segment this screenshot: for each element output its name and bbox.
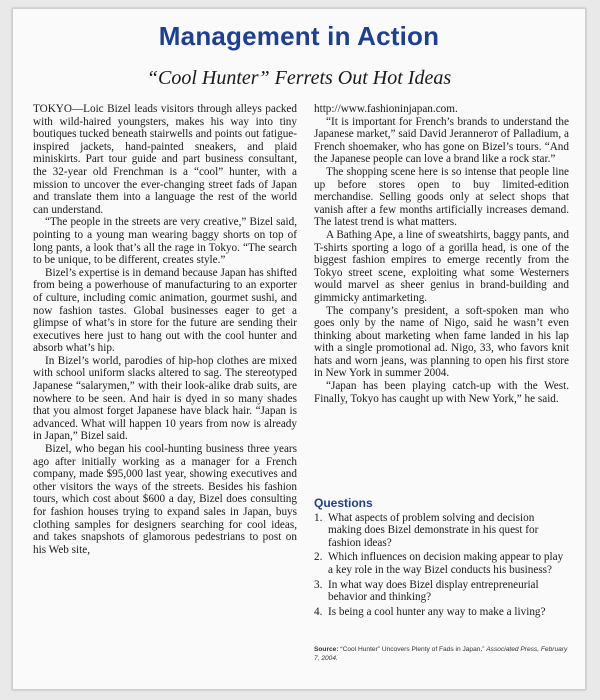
question-number: 3. [314, 578, 323, 591]
paragraph: “Japan has been playing catch-up with the West. Finally, Tokyo has caught up with New York,” he said. [314, 380, 569, 405]
paragraph: Bizel’s expertise is in demand because Japan has shifted from being a powerhouse of manufacturing to an exporter of culture, including comic animation, gourmet sushi, and now fashion tastes. Global businesses eager to get a glimpse of what’s in store for the future are sending their executives here just to hang out with the cool hunter and absorb what’s hip. [33, 266, 297, 355]
source-publication: Associated Press, [486, 646, 540, 653]
question-number: 4. [314, 605, 323, 618]
questions-section [314, 497, 569, 620]
question-item [314, 551, 569, 576]
question-text: Which influences on decision making appear to play a key role in the way Bizel conducts his business? [328, 551, 564, 576]
paragraph: “The people in the streets are very creative,” Bizel said, pointing to a young man wearing baggy shorts on top of long pants, a look that’s all the rage in Tokyo. “The search to be unique, to be different, creates style.” [33, 216, 297, 267]
question-item [314, 606, 569, 619]
question-text: What aspects of problem solving and decision making does Bizel demonstrate in his quest for fashion ideas? [328, 511, 539, 549]
right-column [314, 103, 569, 405]
question-number: 2. [314, 551, 323, 564]
paragraph: In Bizel’s world, parodies of hip-hop clothes are mixed with school uniform slacks altered to sag. The stereotyped Japanese “salarymen,” with their look-alike drab suits, are nowhere to be seen. And hair is dyed in so many shades that you almost forget Japanese have black hair. “Japan is advanced. What will happen 10 years from now is already in Japan,” Bizel said. [33, 354, 297, 443]
source-label: Source: [314, 646, 339, 653]
source-text: “Cool Hunter” Uncovers Plenty of Fads in Japan,” [340, 646, 485, 653]
source-citation [314, 645, 569, 663]
left-column [33, 103, 297, 556]
article-title: “Cool Hunter” Ferrets Out Hot Ideas [146, 67, 452, 89]
paragraph: Bizel, who began his cool-hunting business three years ago after initially working as a manager for a French company, made $95,000 last year, showing executives and other visitors the ways of the streets. Besides his fashion tours, which cost about $600 a day, Bizel does consulting for fashion houses trying to expand sales in Japan, buys clothing samples for designers searching for cool ideas, and takes snapshots of glamorous pedestrians to post on his Web site, [33, 443, 297, 556]
paragraph: TOKYO—Loic Bizel leads visitors through alleys packed with wild-haired youngsters, makes his way into tiny boutiques tucked beneath stairwells and points out fatigue-inspired jackets, hand-painted sneakers, and plaid miniskirts. Part tour guide and part business consultant, the 32-year old Frenchman is a “cool” hunter, with a mission to uncover the ever-changing street fads of Japan and translate them into a language the rest of the world can understand. [33, 103, 297, 216]
section-title: Management in Action [158, 21, 440, 51]
question-text: In what way does Bizel display entrepreneurial behavior and thinking? [328, 578, 539, 604]
question-item [314, 512, 569, 550]
textbook-page [12, 8, 586, 690]
paragraph: The shopping scene here is so intense that people line up before stores open to buy limited-edition merchandise. Selling goods only at select shops that vanish after a few months artificially increases demand. The latest trend is what matters. [314, 165, 569, 229]
question-text: Is being a cool hunter any way to make a living? [328, 605, 546, 618]
paragraph: The company’s president, a soft-spoken man who goes only by the name of Nigo, said he wasn’t even thinking about marketing when fame landed in his lap with a single promotional ad. Nigo, 33, who favors knit hats and worn jeans, was planning to open his first store in New York in summer 2004. [314, 304, 569, 380]
paragraph: “It is important for French’s brands to understand the Japanese market,” said David Jeranneroт of Palladium, a French shoemaker, who has gone on Bizel’s tours. “And the Japanese people can love a brand like a rock star.” [314, 115, 569, 166]
paragraph-url: http://www.fashioninjapan.com. [314, 103, 458, 115]
question-number: 1. [314, 511, 323, 524]
question-item [314, 579, 569, 604]
paragraph: A Bathing Ape, a line of sweatshirts, baggy pants, and T-shirts sporting a logo of a gorilla head, is one of the biggest fashion empires to emerge recently from the Tokyo street scene, exploiting what some Westerners would marvel as sheer genius in brand-building and gimmicky antimarketing. [314, 228, 569, 304]
source-date: February 7, 2004. [314, 646, 568, 662]
questions-heading: Questions [314, 496, 373, 510]
questions-list [314, 512, 569, 619]
